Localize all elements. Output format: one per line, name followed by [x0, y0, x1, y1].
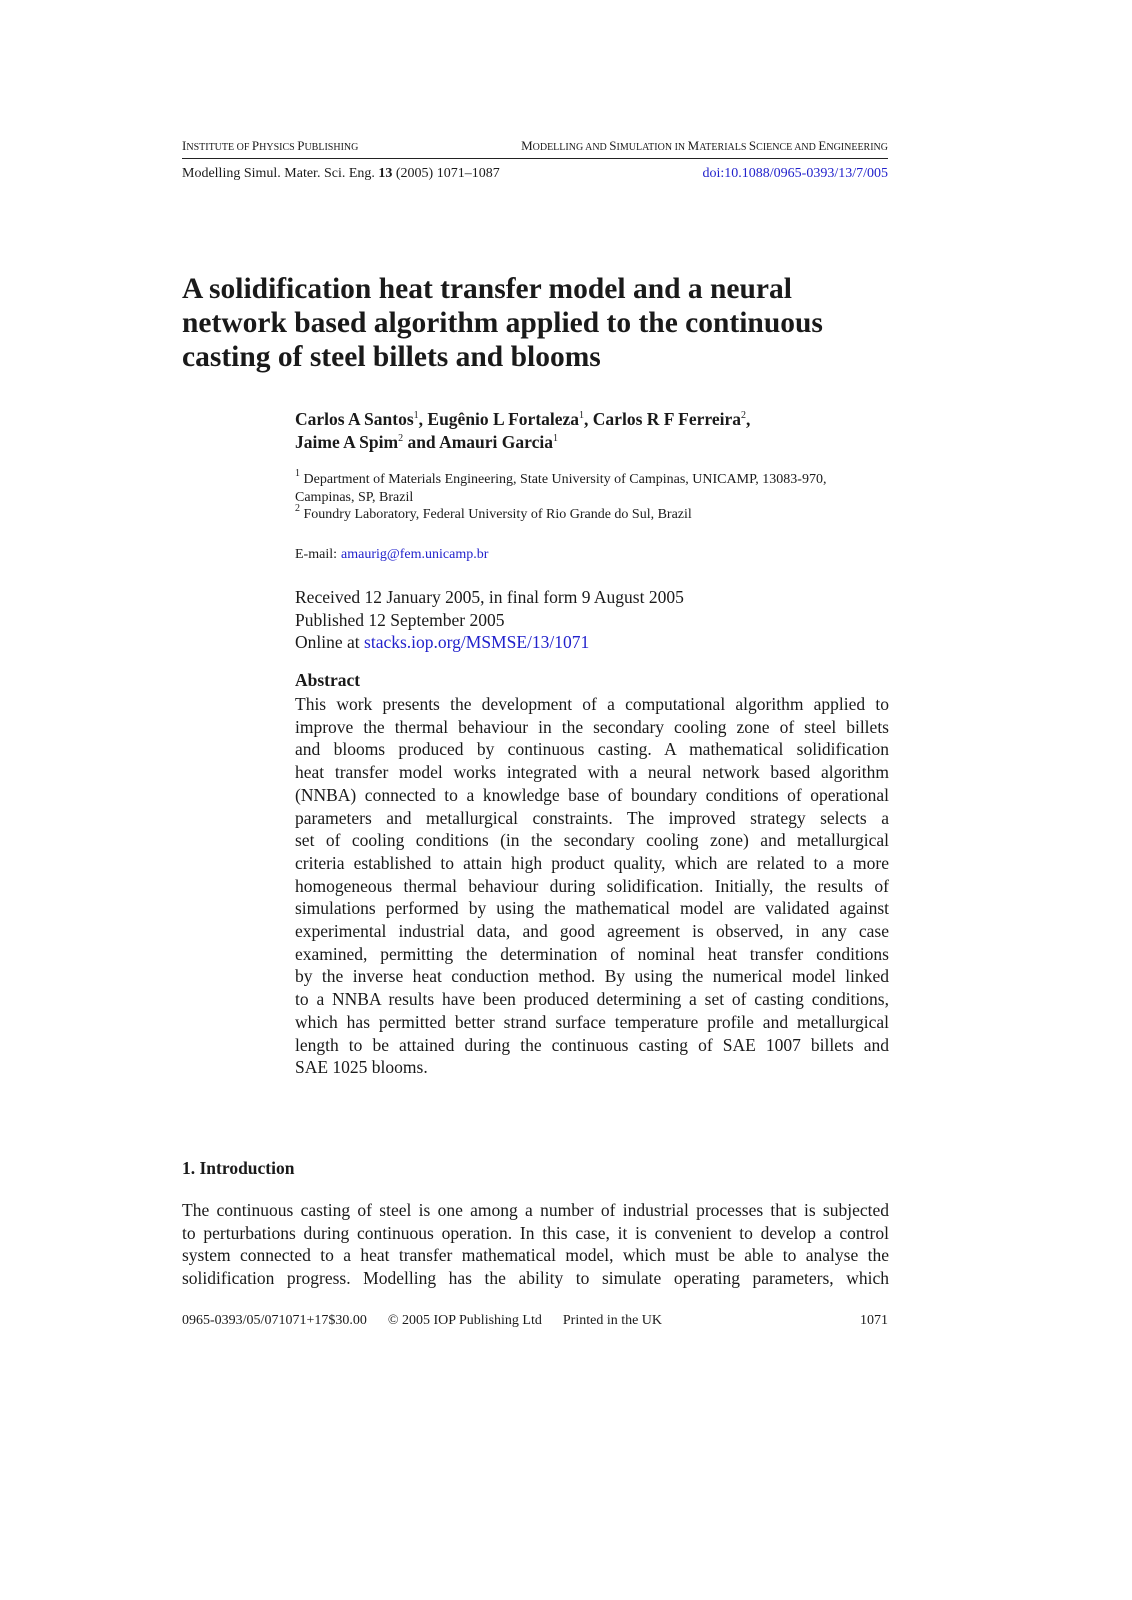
author-affiliation-mark: 2 — [398, 433, 404, 444]
journal-name: MODELLING AND SIMULATION IN MATERIALS SCIENCE AND ENGINEERING — [521, 138, 888, 153]
citation-prefix: Modelling Simul. Mater. Sci. Eng. — [182, 166, 375, 181]
text-line: simulations performed by using the mathematical model are validated against — [295, 898, 889, 919]
running-head — [182, 138, 888, 159]
section-heading: 1. Introduction — [182, 1158, 295, 1178]
affiliations — [295, 468, 895, 524]
email-link[interactable]: amaurig@fem.unicamp.br — [341, 547, 489, 562]
title-line: A solidification heat transfer model and a neural — [182, 273, 792, 305]
text-line: solidification progress. Modelling has the ability to simulate operating parameters, which — [182, 1268, 889, 1289]
author-affiliation-mark: 1 — [413, 410, 419, 421]
text-line: to perturbations during continuous operation. In this case, it is convenient to develop a control — [182, 1222, 889, 1243]
online-link[interactable]: stacks.iop.org/MSMSE/13/1071 — [364, 632, 590, 652]
email-label: E-mail: — [295, 547, 337, 562]
text-line: which has permitted better strand surface temperature profile and metallurgical — [295, 1011, 889, 1032]
article-code: 0965-0393/05/071071+17$30.00 — [182, 1313, 367, 1328]
text-line: SAE 1025 blooms. — [295, 1057, 428, 1078]
author-list: Carlos A Santos$^1$, Eugênio L Fortaleza$^1$, Carlos R F Ferreira$^2$, Jaime A Spim$^2$ and Amauri Garcia$^1$ — [295, 409, 751, 452]
abstract-body — [295, 693, 889, 1079]
printed-notice: Printed in the UK — [562, 1313, 663, 1328]
author-name: Carlos A Santos — [295, 409, 414, 429]
text-line: length to be attained during the continuous casting of SAE 1007 billets and — [295, 1034, 889, 1055]
author-name: Carlos R F Ferreira — [592, 409, 741, 429]
page-number: 1071 — [860, 1313, 888, 1328]
author-name: Amauri Garcia — [439, 432, 553, 452]
online-label: Online at — [295, 632, 360, 652]
author-name: Jaime A Spim — [295, 432, 399, 452]
text-line: The continuous casting of steel is one among a number of industrial processes that is subjected — [182, 1200, 889, 1220]
citation-suffix: (2005) 1071–1087 — [395, 166, 500, 181]
abstract-heading: Abstract — [295, 670, 361, 690]
publication-dates — [295, 586, 684, 654]
title-line: casting of steel billets and blooms — [182, 341, 601, 373]
text-line: improve the thermal behaviour in the secondary cooling zone of steel billets — [295, 716, 889, 737]
text-line: parameters and metallurgical constraints. The improved strategy selects a — [295, 807, 889, 828]
doi-link[interactable]: doi:10.1088/0965-0393/13/7/005 — [702, 166, 888, 181]
text-line: (NNBA) connected to a knowledge base of boundary conditions of operational — [295, 784, 889, 805]
text-line: This work presents the development of a computational algorithm applied to — [295, 694, 889, 714]
paper-title — [182, 272, 888, 374]
copyright-notice: © 2005 IOP Publishing Ltd — [387, 1313, 542, 1328]
text-line: set of cooling conditions (in the secondary cooling zone) and metallurgical — [295, 830, 889, 851]
affiliation-text: Campinas, SP, Brazil — [295, 489, 414, 505]
title-line: network based algorithm applied to the continuous — [182, 307, 823, 339]
text-line: to a NNBA results have been produced determining a set of casting conditions, — [295, 989, 889, 1010]
affiliation-text: Department of Materials Engineering, State University of Campinas, UNICAMP, 13083-970, — [303, 472, 827, 487]
affiliation-number: 1 — [295, 468, 300, 479]
author-affiliation-mark: 2 — [741, 410, 746, 421]
publisher-name: INSTITUTE OF PHYSICS PUBLISHING — [182, 138, 359, 153]
author-affiliation-mark: 1 — [579, 410, 585, 421]
author-name: Eugênio L Fortaleza — [427, 409, 580, 429]
published-date: Published 12 September 2005 — [295, 609, 505, 630]
contact-email — [295, 547, 488, 563]
affiliation-number: 2 — [295, 503, 300, 514]
text-line: and blooms produced by continuous casting. A mathematical solidification — [295, 739, 889, 760]
received-date: Received 12 January 2005, in final form 9 August 2005 — [295, 587, 684, 607]
text-line: criteria established to attain high product quality, which are related to a more — [295, 852, 889, 873]
affiliation-text: Foundry Laboratory, Federal University of Rio Grande do Sul, Brazil — [303, 507, 692, 522]
section-body — [182, 1199, 889, 1290]
text-line: by the inverse heat conduction method. By using the numerical model linked — [295, 966, 889, 987]
citation-volume: 13 — [378, 166, 393, 181]
citation-line — [182, 166, 888, 182]
page-footer — [182, 1313, 888, 1329]
text-line: homogeneous thermal behaviour during solidification. Initially, the results of — [295, 875, 889, 896]
text-line: heat transfer model works integrated with a neural network based algorithm — [295, 762, 889, 783]
author-affiliation-mark: 1 — [552, 433, 558, 444]
text-line: experimental industrial data, and good agreement is observed, in any case — [295, 921, 889, 942]
text-line: system connected to a heat transfer mathematical model, which must be able to analyse the — [182, 1245, 889, 1266]
text-line: examined, permitting the determination of nominal heat transfer conditions — [295, 943, 889, 964]
